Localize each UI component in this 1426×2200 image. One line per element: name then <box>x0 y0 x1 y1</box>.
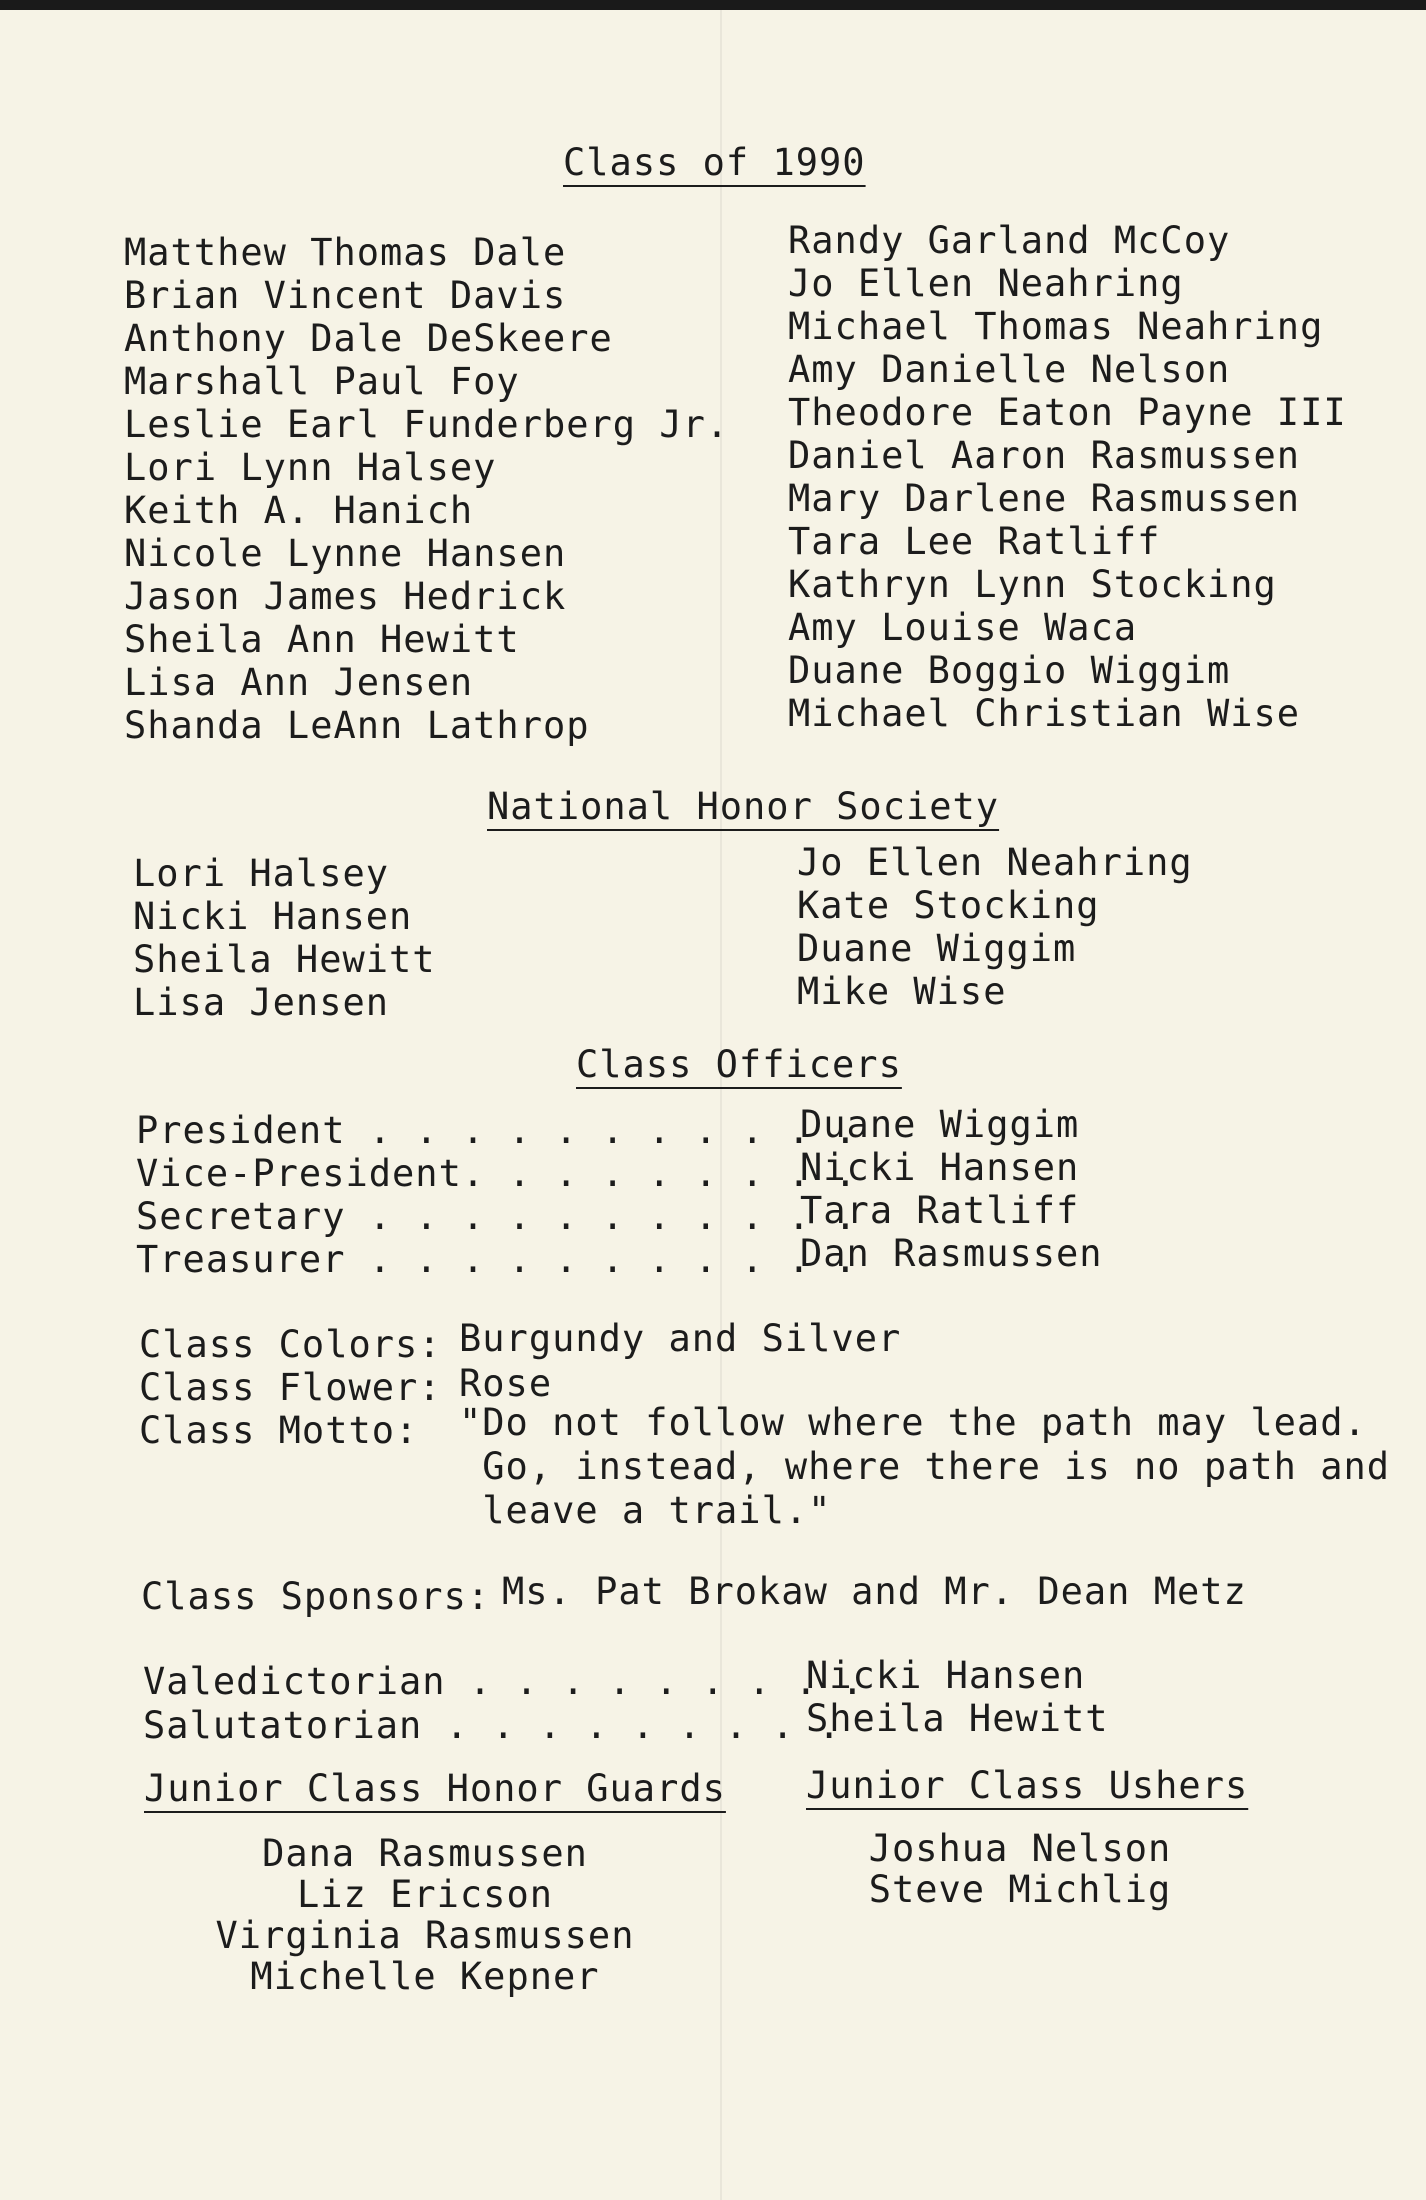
officers-names <box>800 1103 1103 1278</box>
graduate-name: Amy Danielle Nelson <box>788 348 1231 391</box>
graduate-name: Michael Thomas Neahring <box>788 305 1324 348</box>
graduate-name: Nicole Lynne Hansen <box>124 532 567 575</box>
graduate-name: Anthony Dale DeSkeere <box>124 317 613 360</box>
graduate-name: Theodore Eaton Payne III <box>788 391 1347 434</box>
nhs-left-list <box>133 852 436 1027</box>
graduates-left-list <box>124 231 730 750</box>
class-motto-value: "Do not follow where the path may lead. Go, instead, where there is no path and leave a trail." <box>459 1401 1391 1532</box>
nhs-heading: National Honor Society <box>487 785 1000 828</box>
graduate-name: Lisa Ann Jensen <box>124 661 474 704</box>
nhs-member: Kate Stocking <box>797 884 1100 927</box>
ushers-list <box>840 1827 1200 1912</box>
sponsors-value: Ms. Pat Brokaw and Mr. Dean Metz <box>502 1570 1247 1613</box>
officer-role: President . . . . . . . . . . . <box>136 1109 858 1152</box>
salutatorian-name: Sheila Hewitt <box>806 1697 1109 1740</box>
class-flower-value: Rose <box>459 1362 553 1405</box>
officer-name: Duane Wiggim <box>800 1103 1080 1146</box>
officers-roles <box>136 1109 858 1284</box>
program-page <box>0 10 1426 2200</box>
nhs-right-list <box>797 841 1193 1016</box>
honor-guards-heading: Junior Class Honor Guards <box>144 1767 726 1810</box>
page-title: Class of 1990 <box>563 141 866 184</box>
nhs-member: Lori Halsey <box>133 852 390 895</box>
graduate-name: Daniel Aaron Rasmussen <box>788 434 1301 477</box>
graduate-name: Michael Christian Wise <box>788 692 1301 735</box>
graduate-name: Jo Ellen Neahring <box>788 262 1184 305</box>
valedictorian-name: Nicki Hansen <box>806 1654 1086 1697</box>
graduate-name: Tara Lee Ratliff <box>788 520 1161 563</box>
nhs-member: Lisa Jensen <box>133 981 390 1024</box>
honor-guards-list <box>200 1832 650 1999</box>
salutatorian-role: Salutatorian . . . . . . . . . <box>143 1704 842 1747</box>
nhs-member: Duane Wiggim <box>797 927 1077 970</box>
honor-guard-name: Liz Ericson <box>296 1873 554 1916</box>
officer-role: Secretary . . . . . . . . . . . <box>136 1195 858 1238</box>
nhs-member: Nicki Hansen <box>133 895 413 938</box>
graduate-name: Keith A. Hanich <box>124 489 474 532</box>
officer-role: Treasurer . . . . . . . . . . . <box>136 1238 858 1281</box>
nhs-member: Jo Ellen Neahring <box>797 841 1193 884</box>
honor-guard-name: Virginia Rasmussen <box>215 1914 635 1957</box>
graduate-name: Kathryn Lynn Stocking <box>788 563 1277 606</box>
graduate-name: Jason James Hedrick <box>124 575 567 618</box>
graduate-name: Sheila Ann Hewitt <box>124 618 520 661</box>
officer-role: Vice-President. . . . . . . . . <box>136 1152 858 1195</box>
graduate-name: Brian Vincent Davis <box>124 274 567 317</box>
nhs-member: Mike Wise <box>797 970 1007 1013</box>
class-colors-label: Class Colors: <box>139 1323 442 1366</box>
graduate-name: Matthew Thomas Dale <box>124 231 567 274</box>
officers-heading: Class Officers <box>576 1043 902 1086</box>
graduate-name: Leslie Earl Funderberg Jr. <box>124 403 730 446</box>
officer-name: Nicki Hansen <box>800 1146 1080 1189</box>
graduate-name: Duane Boggio Wiggim <box>788 649 1231 692</box>
honor-guard-name: Michelle Kepner <box>250 1955 600 1998</box>
graduate-name: Shanda LeAnn Lathrop <box>124 704 590 747</box>
sponsors-label: Class Sponsors: <box>141 1575 491 1618</box>
class-motto-label: Class Motto: <box>139 1409 419 1452</box>
class-flower-label: Class Flower: <box>139 1366 442 1409</box>
graduates-right-list <box>788 219 1347 738</box>
graduate-name: Lori Lynn Halsey <box>124 446 497 489</box>
valedictorian-role: Valedictorian . . . . . . . . . <box>143 1660 865 1703</box>
class-colors-value: Burgundy and Silver <box>459 1317 902 1360</box>
graduate-name: Amy Louise Waca <box>788 606 1138 649</box>
usher-name: Steve Michlig <box>868 1868 1172 1911</box>
graduate-name: Mary Darlene Rasmussen <box>788 477 1301 520</box>
nhs-member: Sheila Hewitt <box>133 938 436 981</box>
officer-name: Tara Ratliff <box>800 1189 1080 1232</box>
ushers-heading: Junior Class Ushers <box>806 1764 1249 1807</box>
graduate-name: Randy Garland McCoy <box>788 219 1231 262</box>
usher-name: Joshua Nelson <box>868 1827 1172 1870</box>
honor-guard-name: Dana Rasmussen <box>262 1832 588 1875</box>
officer-name: Dan Rasmussen <box>800 1232 1103 1275</box>
graduate-name: Marshall Paul Foy <box>124 360 520 403</box>
